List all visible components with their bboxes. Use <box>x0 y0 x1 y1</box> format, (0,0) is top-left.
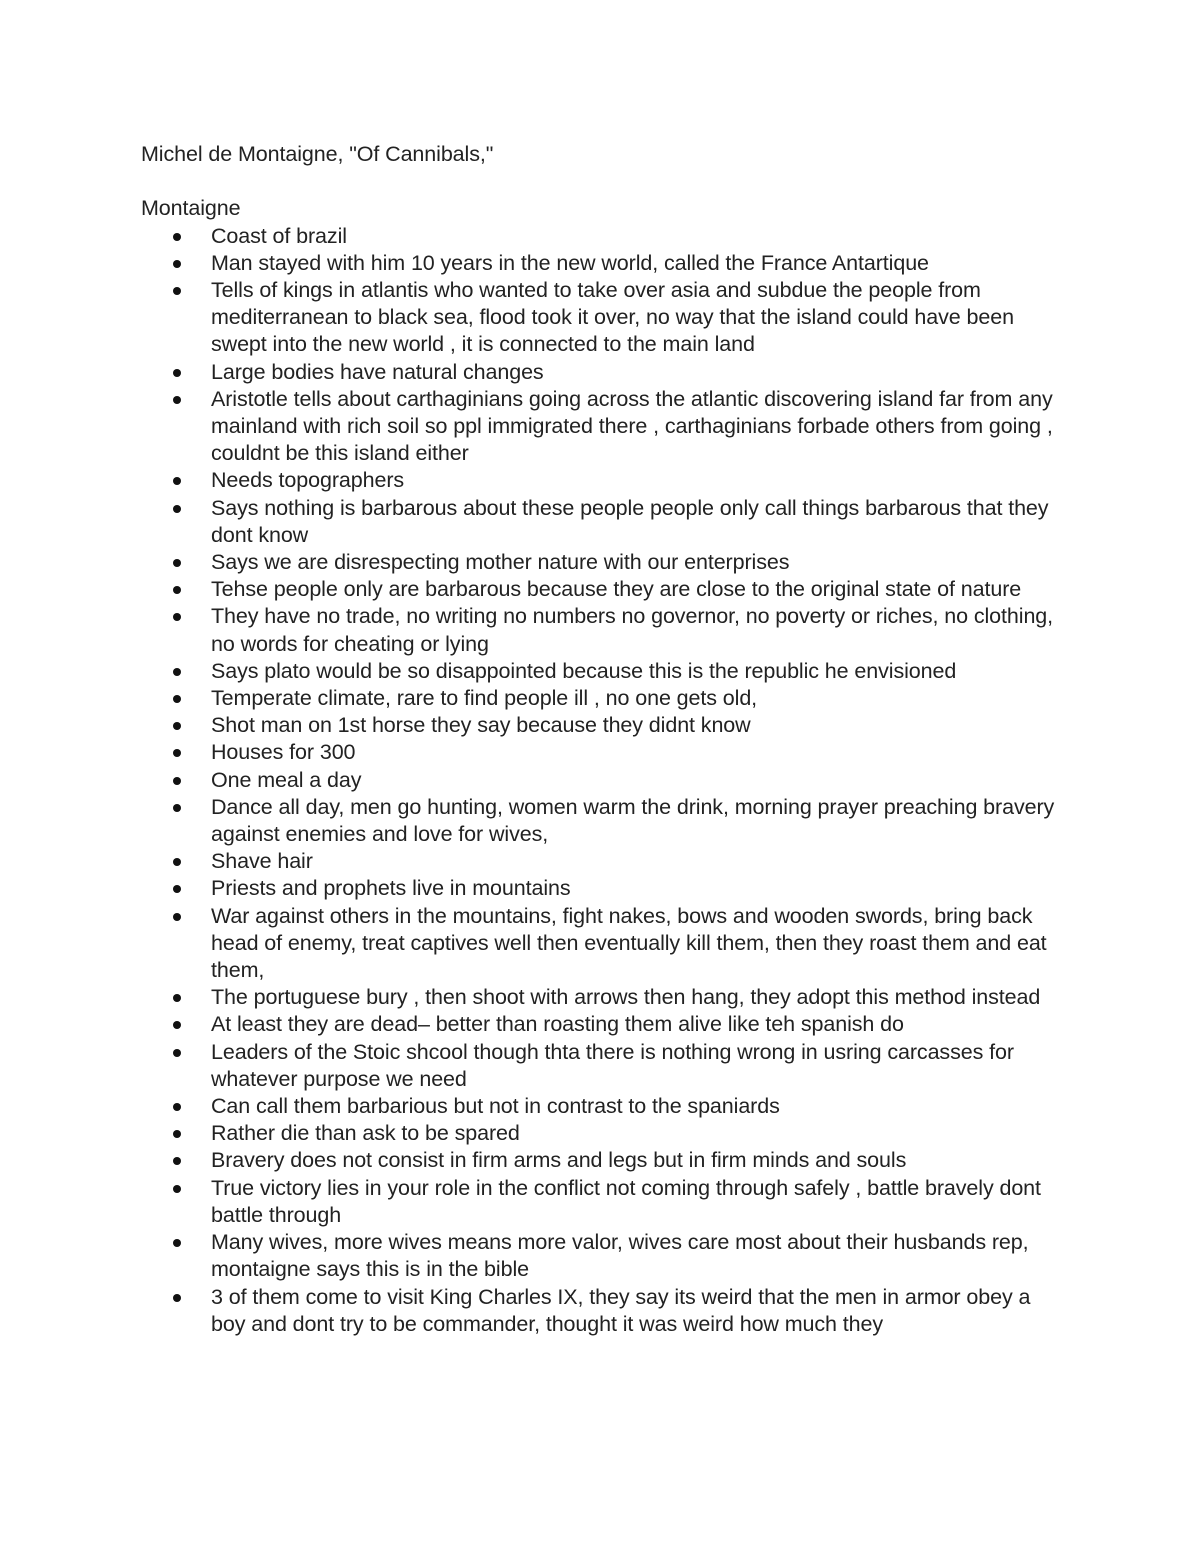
bullet-icon <box>173 994 181 1002</box>
note-text: Tehse people only are barbarous because they are close to the original state of nature <box>211 577 1022 602</box>
note-item <box>141 495 1061 549</box>
note-text: True victory lies in your role in the conflict not coming through safely , battle bravely dont battle through <box>211 1175 1041 1227</box>
note-item <box>141 848 1061 875</box>
note-text: Aristotle tells about carthaginians going across the atlantic discovering island far from any mainland with rich soil so ppl immigrated there , carthaginians forbade others from going , couldnt be this island either <box>211 386 1053 466</box>
bullet-icon <box>173 559 181 567</box>
note-text: Leaders of the Stoic shcool though thta there is nothing wrong in usring carcasses for whatever purpose we need <box>211 1039 1014 1091</box>
bullet-icon <box>173 1185 181 1193</box>
note-item <box>141 277 1061 359</box>
note-item <box>141 359 1061 386</box>
bullet-icon <box>173 885 181 893</box>
bullet-icon <box>173 1157 181 1165</box>
bullet-icon <box>173 586 181 594</box>
blank-line <box>141 168 1061 195</box>
bullet-icon <box>173 858 181 866</box>
note-item <box>141 1284 1061 1338</box>
note-text: The portuguese bury , then shoot with arrows then hang, they adopt this method instead <box>211 985 1041 1010</box>
bullet-icon <box>173 1103 181 1111</box>
note-text: 3 of them come to visit King Charles IX, they say its weird that the men in armor obey a boy and dont try to be commander, thought it was weird how much they <box>211 1284 1031 1336</box>
note-text: Coast of brazil <box>211 223 347 248</box>
note-item <box>141 1093 1061 1120</box>
note-item <box>141 767 1061 794</box>
bullet-icon <box>173 505 181 513</box>
bullet-icon <box>173 1130 181 1138</box>
note-item <box>141 984 1061 1011</box>
note-item <box>141 903 1061 985</box>
note-item <box>141 603 1061 657</box>
note-item <box>141 875 1061 902</box>
note-text: Says plato would be so disappointed because this is the republic he envisioned <box>211 658 957 683</box>
document-body <box>141 141 1061 1338</box>
bullet-icon <box>173 722 181 730</box>
bullet-icon <box>173 913 181 921</box>
bullet-icon <box>173 668 181 676</box>
note-item <box>141 794 1061 848</box>
notes-list <box>141 223 1061 1338</box>
note-text: Large bodies have natural changes <box>211 359 544 384</box>
note-text: Tells of kings in atlantis who wanted to take over asia and subdue the people from mediterranean to black sea, flood took it over, no way that the island could have been swept into the new world , it is connected to the main land <box>211 277 1014 357</box>
note-item <box>141 1229 1061 1283</box>
bullet-icon <box>173 287 181 295</box>
note-item <box>141 1011 1061 1038</box>
note-text: Can call them barbarious but not in contrast to the spaniards <box>211 1094 780 1119</box>
bullet-icon <box>173 777 181 785</box>
bullet-icon <box>173 804 181 812</box>
note-text: Dance all day, men go hunting, women warm the drink, morning prayer preaching bravery against enemies and love for wives, <box>211 794 1055 847</box>
note-item <box>141 386 1061 468</box>
note-item <box>141 250 1061 277</box>
note-text: Shave hair <box>211 849 313 874</box>
note-item <box>141 658 1061 685</box>
note-text: Priests and prophets live in mountains <box>211 876 571 901</box>
note-text: Bravery does not consist in firm arms and legs but in firm minds and souls <box>211 1148 907 1173</box>
note-item <box>141 549 1061 576</box>
note-item <box>141 712 1061 739</box>
bullet-icon <box>173 695 181 703</box>
note-item <box>141 1039 1061 1093</box>
note-text: One meal a day <box>211 767 362 792</box>
bullet-icon <box>173 1239 181 1247</box>
note-text: They have no trade, no writing no numbers no governor, no poverty or riches, no clothing, no words for cheating or lying <box>211 604 1054 656</box>
note-text: Rather die than ask to be spared <box>211 1121 520 1146</box>
note-text: Needs topographers <box>211 468 405 493</box>
note-text: Many wives, more wives means more valor, wives care most about their husbands rep, montaigne says this is in the bible <box>211 1230 1029 1282</box>
note-text: Temperate climate, rare to find people ill , no one gets old, <box>211 686 758 711</box>
note-text: Says nothing is barbarous about these people people only call things barbarous that they dont know <box>211 495 1049 547</box>
note-text: Says we are disrespecting mother nature with our enterprises <box>211 550 790 575</box>
note-item <box>141 1147 1061 1174</box>
bullet-icon <box>173 749 181 757</box>
document-title: Michel de Montaigne, "Of Cannibals," <box>141 142 494 166</box>
bullet-icon <box>173 396 181 404</box>
bullet-icon <box>173 260 181 268</box>
note-item <box>141 1175 1061 1229</box>
note-item <box>141 576 1061 603</box>
bullet-icon <box>173 1294 181 1302</box>
section-heading: Montaigne <box>141 196 241 221</box>
bullet-icon <box>173 1021 181 1029</box>
bullet-icon <box>173 369 181 377</box>
note-item <box>141 1120 1061 1147</box>
note-item <box>141 685 1061 712</box>
note-text: At least they are dead– better than roasting them alive like teh spanish do <box>211 1012 904 1037</box>
note-text: Houses for 300 <box>211 740 356 765</box>
note-text: War against others in the mountains, fight nakes, bows and wooden swords, bring back head of enemy, treat captives well then eventually kill them, then they roast them and eat them, <box>211 903 1047 983</box>
note-item <box>141 223 1061 250</box>
bullet-icon <box>173 1049 181 1057</box>
note-text: Shot man on 1st horse they say because they didnt know <box>211 713 751 738</box>
bullet-icon <box>173 613 181 621</box>
bullet-icon <box>173 233 181 241</box>
note-text: Man stayed with him 10 years in the new world, called the France Antartique <box>211 250 929 275</box>
note-item <box>141 467 1061 494</box>
note-item <box>141 739 1061 766</box>
bullet-icon <box>173 477 181 485</box>
